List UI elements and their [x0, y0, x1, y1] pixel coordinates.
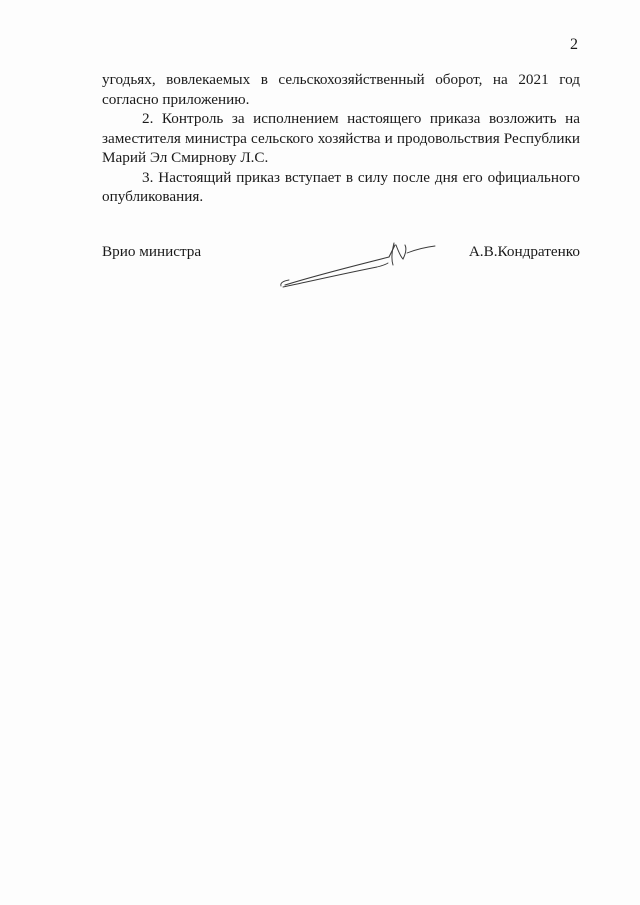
document-body: [102, 70, 580, 207]
signature-block: [102, 243, 580, 303]
paragraph-item-3: 3. Настоящий приказ вступает в силу после дня его официального опубликования.: [102, 168, 580, 205]
signatory-title: Врио министра: [102, 243, 202, 260]
signatory-name: А.В.Кондратенко: [468, 243, 580, 260]
paragraph-continuation: угодьях, вовлекаемых в сельскохозяйственный оборот, на 2021 год согласно приложению.: [102, 71, 580, 108]
handwritten-signature: [277, 235, 437, 295]
paragraph-item-2: 2. Контроль за исполнением настоящего приказа возложить на заместителя министра сельского хозяйства и продовольствия Республики Марий Эл Смирнову Л.С.: [102, 110, 580, 166]
page-number: 2: [570, 36, 578, 53]
